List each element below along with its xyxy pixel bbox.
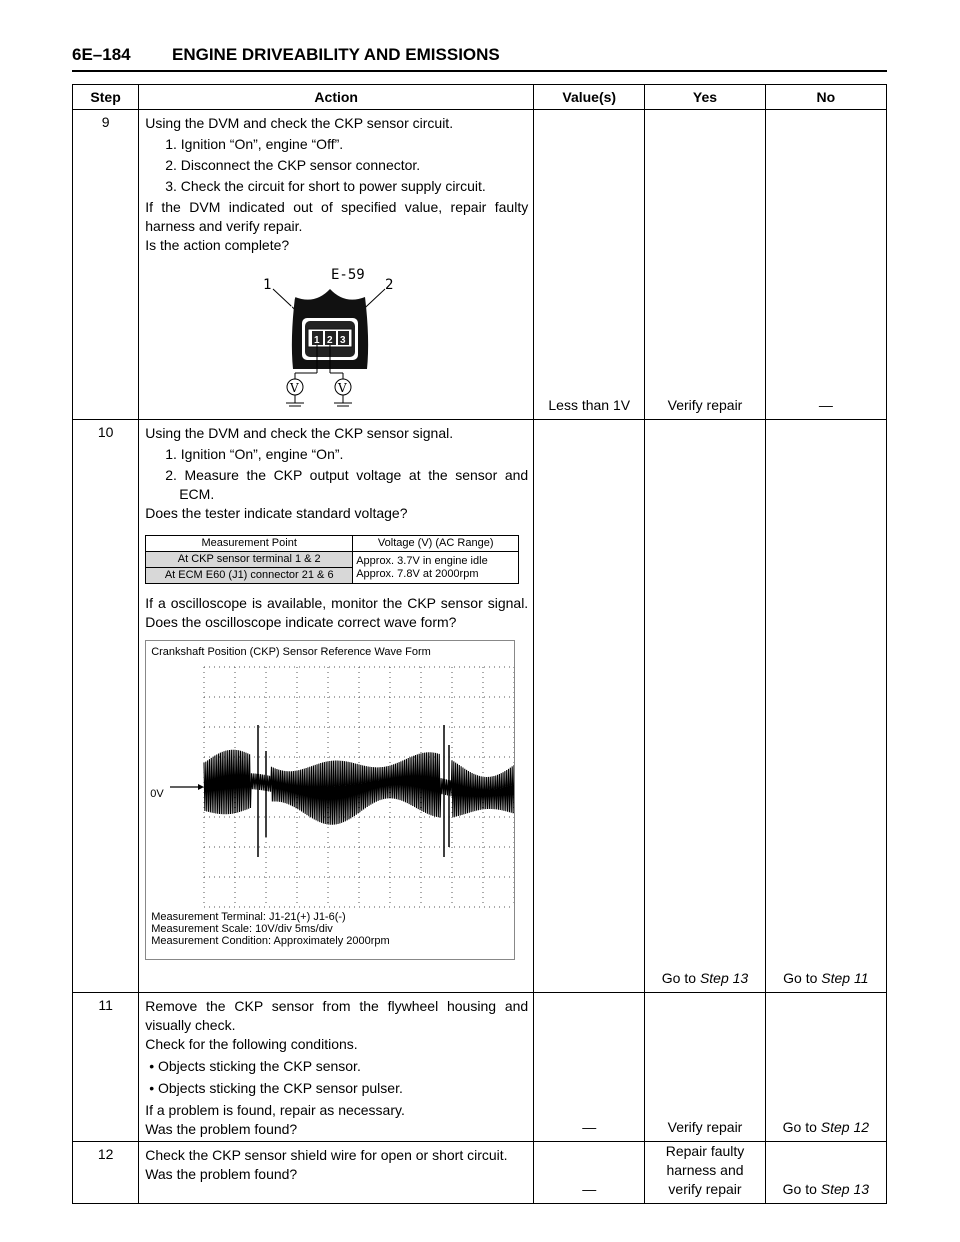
meas-voltage-2000: Approx. 7.8V at 2000rpm xyxy=(356,567,479,580)
table-header-row xyxy=(73,85,887,110)
table-row xyxy=(73,420,887,993)
meas-point: At CKP sensor terminal 1 & 2 xyxy=(146,552,353,568)
table-row xyxy=(73,1142,887,1204)
waveform-panel xyxy=(145,640,515,960)
waveform-terminal: Measurement Terminal: J1-21(+) J1-6(-) xyxy=(151,911,346,923)
action-step: 1. Ignition “On”, engine “On”. xyxy=(165,446,344,462)
value-cell: — xyxy=(534,993,645,1142)
action-text: Check for the following conditions. xyxy=(145,1036,358,1052)
zero-volt-label: 0V xyxy=(150,788,164,800)
connector-id: E-59 xyxy=(331,267,365,283)
value-cell: Less than 1V xyxy=(534,110,645,420)
pin-label-left: 1 xyxy=(263,277,272,293)
action-question: Does the tester indicate standard voltage? xyxy=(145,505,408,521)
action-cell xyxy=(139,110,534,420)
col-yes: Yes xyxy=(645,85,765,110)
action-text: If a oscilloscope is available, monitor the CKP sensor signal. Does the oscilloscope indicate correct wave form? xyxy=(145,595,529,630)
action-text: Remove the CKP sensor from the flywheel housing and visually check. xyxy=(145,998,529,1033)
action-text: Check the CKP sensor shield wire for open or short circuit. xyxy=(145,1147,508,1163)
connector-diagram-svg xyxy=(145,259,528,409)
action-cell xyxy=(139,993,534,1142)
meas-voltage-idle: Approx. 3.7V in engine idle xyxy=(356,554,488,567)
step-number: 9 xyxy=(73,110,139,420)
no-cell: — xyxy=(765,110,886,420)
action-step: 3. Check the circuit for short to power supply circuit. xyxy=(165,178,486,194)
goto-prefix: Go to xyxy=(661,970,700,986)
action-cell xyxy=(139,420,534,993)
no-cell xyxy=(765,1142,886,1204)
table-row xyxy=(73,110,887,420)
action-text: If the DVM indicated out of specified value, repair faulty harness and verify repair. xyxy=(145,199,529,234)
col-values: Value(s) xyxy=(534,85,645,110)
yes-cell xyxy=(645,1142,765,1204)
action-question: Was the problem found? xyxy=(145,1166,298,1182)
meter-label-left: V xyxy=(290,381,299,395)
action-text: Using the DVM and check the CKP sensor signal. xyxy=(145,425,454,441)
no-cell xyxy=(765,993,886,1142)
step-number: 11 xyxy=(73,993,139,1142)
meter-label-right: V xyxy=(338,381,347,395)
meas-point: At ECM E60 (J1) connector 21 & 6 xyxy=(146,568,353,584)
no-cell xyxy=(765,420,886,993)
action-step: 2. Measure the CKP output voltage at the sensor and ECM. xyxy=(165,467,529,502)
action-cell xyxy=(139,1142,534,1204)
page-number: 6E–184 xyxy=(72,45,131,64)
pin-3: 3 xyxy=(340,335,346,346)
action-question: Was the problem found? xyxy=(145,1121,298,1137)
action-step: 2. Disconnect the CKP sensor connector. xyxy=(165,157,421,173)
yes-cell xyxy=(645,420,765,993)
yes-line: verify repair xyxy=(668,1181,742,1197)
meas-header-point: Measurement Point xyxy=(146,536,353,552)
meas-header-voltage: Voltage (V) (AC Range) xyxy=(353,536,519,552)
page-header xyxy=(72,44,887,72)
yes-line: Repair faulty xyxy=(665,1143,745,1159)
waveform-title: Crankshaft Position (CKP) Sensor Reference Wave Form xyxy=(151,646,431,658)
waveform-scale: Measurement Scale: 10V/div 5ms/div xyxy=(151,923,333,935)
action-question: Is the action complete? xyxy=(145,237,290,253)
goto-step-link[interactable]: Step 13 xyxy=(820,1181,870,1197)
goto-step-link[interactable]: Step 12 xyxy=(820,1119,870,1135)
measurement-table xyxy=(145,535,519,584)
zero-arrow-head xyxy=(198,784,204,790)
col-no: No xyxy=(765,85,886,110)
pin-1: 1 xyxy=(314,335,320,346)
goto-step-link[interactable]: Step 13 xyxy=(699,970,749,986)
meas-voltage xyxy=(353,552,519,584)
action-text: If a problem is found, repair as necessary. xyxy=(145,1102,405,1118)
goto-step-link[interactable]: Step 11 xyxy=(821,970,869,986)
page-title: ENGINE DRIVEABILITY AND EMISSIONS xyxy=(172,45,500,64)
pin-2: 2 xyxy=(327,335,333,346)
action-step: 1. Ignition “On”, engine “Off”. xyxy=(165,136,344,152)
col-action: Action xyxy=(139,85,534,110)
goto-prefix: Go to xyxy=(782,1119,821,1135)
waveform-trace xyxy=(204,750,514,825)
connector-diagram xyxy=(145,259,528,409)
goto-prefix: Go to xyxy=(782,1181,821,1197)
step-number: 10 xyxy=(73,420,139,993)
step-number: 12 xyxy=(73,1142,139,1204)
condition-item: • Objects sticking the CKP sensor. xyxy=(149,1058,361,1074)
pin-label-right: 2 xyxy=(385,277,394,293)
yes-cell: Verify repair xyxy=(645,993,765,1142)
col-step: Step xyxy=(73,85,139,110)
value-cell xyxy=(534,420,645,993)
action-text: Using the DVM and check the CKP sensor circuit. xyxy=(145,115,454,131)
yes-cell: Verify repair xyxy=(645,110,765,420)
waveform-condition: Measurement Condition: Approximately 2000rpm xyxy=(151,935,390,947)
table-row xyxy=(73,993,887,1142)
yes-line: harness and xyxy=(666,1162,744,1178)
condition-item: • Objects sticking the CKP sensor pulser. xyxy=(149,1080,403,1096)
goto-prefix: Go to xyxy=(783,970,822,986)
diagnostic-table xyxy=(72,84,887,1204)
value-cell: — xyxy=(534,1142,645,1204)
